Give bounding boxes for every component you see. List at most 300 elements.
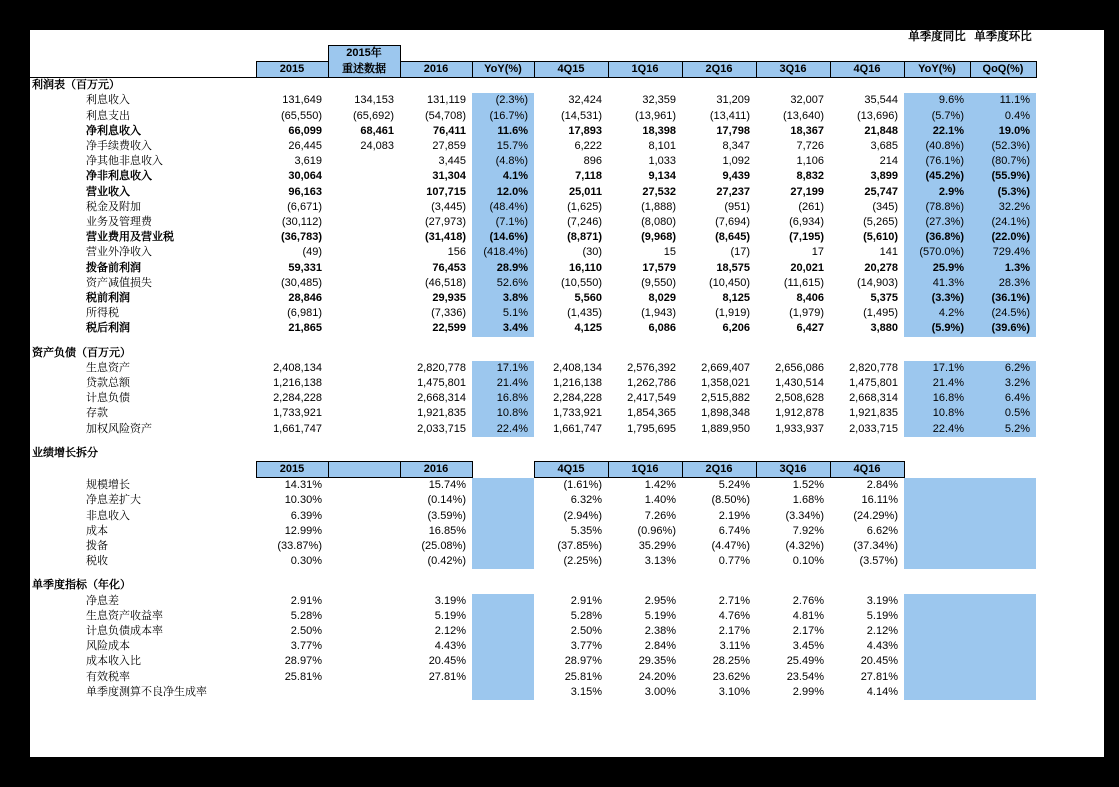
table-row xyxy=(30,670,1036,685)
empty-cell xyxy=(830,30,904,46)
col-header-4q16: 4Q16 xyxy=(830,61,904,77)
cell-4q15: 3.15% xyxy=(570,685,602,698)
table-row xyxy=(30,200,1036,215)
cell-qoq: (24.5%) xyxy=(970,306,1036,321)
section-title: 资产负债（百万元） xyxy=(32,346,131,359)
cell-qoq: 1.3% xyxy=(970,261,1036,276)
cell-2016: 2,668,314 xyxy=(417,392,466,405)
cell-4q15: 1,733,921 xyxy=(553,407,602,420)
cell-4q15: 2,284,228 xyxy=(553,392,602,405)
cell-2016: 20.45% xyxy=(428,655,466,668)
cell-2015: 28.97% xyxy=(284,655,322,668)
cell-2q16: 2.19% xyxy=(718,509,750,522)
cell-4q15: 17,893 xyxy=(568,124,602,137)
cell-yoy2 xyxy=(904,509,970,524)
row-label: 利息收入 xyxy=(86,94,130,107)
cell-2015-restated: (65,692) xyxy=(353,109,394,122)
table-row xyxy=(30,306,1036,321)
section-title-row xyxy=(30,346,1036,361)
empty-cell xyxy=(30,46,256,62)
cell-1q16: (13,961) xyxy=(635,109,676,122)
table-row xyxy=(30,422,1036,437)
cell-1q16: 1.40% xyxy=(644,494,676,507)
cell-2016: (27,973) xyxy=(425,215,466,228)
cell-2016: 15.74% xyxy=(428,479,466,492)
cell-4q16: (1,495) xyxy=(863,307,898,320)
row-label: 净非利息收入 xyxy=(86,170,152,183)
cell-yoy: (16.7%) xyxy=(472,109,534,124)
empty-cell xyxy=(970,46,1036,62)
cell-3q16: 7.92% xyxy=(792,524,824,537)
cell-2015-restated xyxy=(328,654,400,669)
cell-1q16: 27,532 xyxy=(642,185,676,198)
cell-2016: 131,119 xyxy=(427,94,466,107)
cell-yoy2 xyxy=(904,639,970,654)
cell-2015-restated xyxy=(328,406,400,421)
empty-cell xyxy=(682,46,756,62)
cell-yoy2: (5.7%) xyxy=(904,109,970,124)
cell-yoy xyxy=(472,478,534,494)
row-label: 生息资产收益率 xyxy=(86,609,163,622)
spacer-row xyxy=(30,337,1036,346)
cell-2q16: 8,125 xyxy=(722,291,750,304)
cell-yoy: 22.4% xyxy=(472,422,534,437)
cell-yoy2: 25.9% xyxy=(904,261,970,276)
cell-yoy2 xyxy=(904,478,970,494)
spacer-row xyxy=(30,569,1036,578)
empty-cell xyxy=(400,30,472,46)
cell-4q16: 1,921,835 xyxy=(849,407,898,420)
cell-4q15: 2,408,134 xyxy=(553,361,602,374)
row-label: 计息负债成本率 xyxy=(86,625,163,637)
empty-cell xyxy=(970,461,1036,477)
table-row xyxy=(30,124,1036,139)
cell-4q15: 6.32% xyxy=(570,494,602,507)
cell-4q15: (37.85%) xyxy=(557,539,602,552)
empty-cell xyxy=(30,30,256,46)
table-row xyxy=(30,391,1036,406)
cell-qoq: 5.2% xyxy=(970,422,1036,437)
cell-yoy: 3.4% xyxy=(472,321,534,336)
col-header-4q15: 4Q15 xyxy=(534,61,608,77)
cell-qoq: (52.3%) xyxy=(970,139,1036,154)
cell-1q16: 2,576,392 xyxy=(627,361,676,374)
cell-2016: 29,935 xyxy=(432,291,466,304)
empty-cell xyxy=(904,46,970,62)
col-header-yoy: YoY(%) xyxy=(472,61,534,77)
cell-4q16: (13,696) xyxy=(857,109,898,122)
cell-1q16: 1.42% xyxy=(644,479,676,492)
cell-4q16: (5,265) xyxy=(863,215,898,228)
cell-yoy2: 4.2% xyxy=(904,306,970,321)
row-label: 计息负债 xyxy=(86,392,130,405)
table-row xyxy=(30,291,1036,306)
cell-2016: (3,445) xyxy=(431,200,466,213)
cell-4q15: 32,424 xyxy=(568,94,602,107)
spacer xyxy=(30,569,1036,578)
empty-cell xyxy=(608,30,682,46)
cell-1q16: 17,579 xyxy=(642,261,676,274)
cell-yoy: 5.1% xyxy=(472,306,534,321)
cell-3q16: 1.68% xyxy=(792,494,824,507)
cell-yoy2: (5.9%) xyxy=(904,321,970,336)
cell-qoq: 729.4% xyxy=(970,245,1036,260)
cell-2016: 2,820,778 xyxy=(417,361,466,374)
cell-2015: 26,445 xyxy=(288,139,322,152)
cell-4q16: 4.43% xyxy=(866,640,898,653)
cell-2015: 28,846 xyxy=(288,291,322,304)
cell-2016: (31,418) xyxy=(425,231,466,244)
cell-4q15: 28.97% xyxy=(564,655,602,668)
cell-2016: 4.43% xyxy=(434,640,466,653)
cell-yoy2: (78.8%) xyxy=(904,200,970,215)
row-label: 生息资产 xyxy=(86,361,130,374)
cell-2q16: 27,237 xyxy=(716,185,750,198)
cell-3q16: 1,912,878 xyxy=(775,407,824,420)
empty-cell xyxy=(30,461,256,477)
cell-2015: (30,112) xyxy=(281,215,322,228)
cell-2q16: 23.62% xyxy=(712,670,750,683)
cell-4q16: 5,375 xyxy=(870,291,898,304)
cell-2015: 21,865 xyxy=(288,322,322,335)
cell-4q15: 16,110 xyxy=(568,261,602,274)
empty-cell xyxy=(608,46,682,62)
cell-2015: 131,649 xyxy=(282,94,322,107)
cell-2015: (49) xyxy=(302,246,322,259)
cell-yoy2: 17.1% xyxy=(904,361,970,376)
cell-yoy xyxy=(472,524,534,539)
cell-qoq: 11.1% xyxy=(970,93,1036,108)
cell-2015: (36,783) xyxy=(281,231,322,244)
empty-cell xyxy=(756,30,830,46)
cell-2016: 1,921,835 xyxy=(417,407,466,420)
cell-2015-restated xyxy=(328,639,400,654)
cell-3q16: 2.17% xyxy=(792,625,824,637)
cell-2016: 16.85% xyxy=(428,524,466,537)
cell-2q16: (7,694) xyxy=(715,215,750,228)
cell-2015-restated xyxy=(328,361,400,376)
empty-cell xyxy=(534,46,608,62)
cell-qoq: (80.7%) xyxy=(970,154,1036,169)
cell-1q16: (9,968) xyxy=(641,231,676,244)
cell-2015: (6,671) xyxy=(287,200,322,213)
table-row xyxy=(30,139,1036,154)
cell-2q16: 17,798 xyxy=(716,124,750,137)
table-row xyxy=(30,406,1036,421)
cell-2q16: 1,898,348 xyxy=(701,407,750,420)
cell-2015-restated xyxy=(328,321,400,336)
cell-4q15: (2.25%) xyxy=(563,555,602,568)
section-column-header-row xyxy=(30,461,1036,477)
cell-qoq: 0.5% xyxy=(970,406,1036,421)
section-title: 利润表（百万元） xyxy=(30,78,1036,94)
cell-2q16: 9,439 xyxy=(722,170,750,183)
cell-2015: 5.28% xyxy=(290,609,322,622)
cell-4q15: 3.77% xyxy=(570,640,602,653)
cell-2q16: 6.74% xyxy=(718,524,750,537)
cell-yoy2: 9.6% xyxy=(904,93,970,108)
col-header-2q16-growth: 2Q16 xyxy=(682,461,756,477)
cell-2016: 3.19% xyxy=(434,594,466,607)
cell-qoq: (24.1%) xyxy=(970,215,1036,230)
cell-2016: 5.19% xyxy=(434,609,466,622)
cell-1q16: 3.13% xyxy=(644,555,676,568)
cell-yoy2 xyxy=(904,609,970,624)
group-header-row xyxy=(30,30,1036,46)
col-header-2016-growth: 2016 xyxy=(400,461,472,477)
cell-2016: 76,411 xyxy=(432,124,466,137)
table-row xyxy=(30,524,1036,539)
cell-yoy xyxy=(472,493,534,508)
section-title-row xyxy=(30,78,1036,94)
cell-4q16: 35,544 xyxy=(864,94,898,107)
cell-2015-restated xyxy=(328,376,400,391)
row-label: 净利息收入 xyxy=(86,124,141,137)
cell-2q16: 2.71% xyxy=(718,594,750,607)
cell-qoq xyxy=(970,594,1036,609)
cell-2015: 2,408,134 xyxy=(273,361,322,374)
column-header-row xyxy=(30,61,1036,77)
cell-qoq xyxy=(970,670,1036,685)
empty-cell xyxy=(256,46,328,62)
cell-qoq: 32.2% xyxy=(970,200,1036,215)
table-row xyxy=(30,245,1036,260)
cell-yoy2 xyxy=(904,554,970,569)
col-header-qoq: QoQ(%) xyxy=(970,61,1036,77)
cell-4q16: 3,899 xyxy=(870,170,898,183)
cell-2016: 27,859 xyxy=(432,139,466,152)
cell-2015-restated xyxy=(328,261,400,276)
cell-4q16: 141 xyxy=(879,246,898,259)
empty-cell xyxy=(904,461,970,477)
cell-1q16: 3.00% xyxy=(644,685,676,698)
cell-3q16: 20,021 xyxy=(790,261,824,274)
cell-1q16: 32,359 xyxy=(642,94,676,107)
cell-3q16: 27,199 xyxy=(790,185,824,198)
cell-4q16: (24.29%) xyxy=(853,509,898,522)
empty-cell xyxy=(830,46,904,62)
cell-1q16: 1,854,365 xyxy=(627,407,676,420)
row-label: 单季度测算不良净生成率 xyxy=(86,685,207,698)
empty-cell xyxy=(328,30,400,46)
column-header-row-top xyxy=(30,46,1036,62)
cell-2015-restated xyxy=(328,391,400,406)
col-header-1q16-growth: 1Q16 xyxy=(608,461,682,477)
cell-2015-restated: 134,153 xyxy=(354,94,394,107)
cell-1q16: (1,888) xyxy=(641,200,676,213)
cell-3q16: (6,934) xyxy=(789,215,824,228)
cell-4q16: 1,475,801 xyxy=(849,376,898,389)
cell-qoq: 28.3% xyxy=(970,276,1036,291)
cell-4q16: 25,747 xyxy=(864,185,898,198)
cell-yoy xyxy=(472,594,534,609)
cell-3q16: 2,656,086 xyxy=(775,361,824,374)
table-row xyxy=(30,509,1036,524)
cell-yoy2 xyxy=(904,685,970,700)
spacer-row xyxy=(30,437,1036,446)
cell-qoq xyxy=(970,685,1036,700)
cell-2016: 2.12% xyxy=(434,625,466,637)
row-label: 拨备前利润 xyxy=(86,261,141,274)
cell-4q15: 2.91% xyxy=(570,594,602,607)
cell-qoq xyxy=(970,624,1036,639)
cell-4q15: 5,560 xyxy=(574,291,602,304)
cell-yoy2: (40.8%) xyxy=(904,139,970,154)
cell-3q16: (3.34%) xyxy=(785,509,824,522)
cell-3q16: 2,508,628 xyxy=(775,392,824,405)
section-title-row xyxy=(30,578,1036,593)
cell-4q16: (14,903) xyxy=(857,276,898,289)
cell-yoy2: 2.9% xyxy=(904,185,970,200)
cell-3q16: (7,195) xyxy=(789,231,824,244)
row-label: 利息支出 xyxy=(86,109,130,122)
cell-2015-restated xyxy=(328,200,400,215)
table-row xyxy=(30,594,1036,609)
cell-yoy: 10.8% xyxy=(472,406,534,421)
empty-cell xyxy=(472,461,534,477)
section-title: 业绩增长拆分 xyxy=(32,446,98,459)
cell-2q16: 18,575 xyxy=(716,261,750,274)
table-row xyxy=(30,654,1036,669)
cell-2q16: 1,889,950 xyxy=(701,422,750,435)
cell-2015-restated xyxy=(328,215,400,230)
cell-qoq xyxy=(970,539,1036,554)
cell-yoy2: (27.3%) xyxy=(904,215,970,230)
cell-3q16: 1.52% xyxy=(792,479,824,492)
cell-1q16: 2.38% xyxy=(644,625,676,637)
cell-yoy2: 10.8% xyxy=(904,406,970,421)
cell-2015: 3,619 xyxy=(294,155,322,168)
col-header-2015-restated-line2: 重述数据 xyxy=(328,61,400,77)
empty-cell xyxy=(472,30,534,46)
cell-yoy2: (45.2%) xyxy=(904,169,970,184)
cell-2015: (65,550) xyxy=(281,109,322,122)
table-row xyxy=(30,93,1036,108)
cell-1q16: 6,086 xyxy=(648,322,676,335)
cell-4q15: (1.61%) xyxy=(563,479,602,492)
table-row xyxy=(30,230,1036,245)
cell-2015-restated xyxy=(328,169,400,184)
cell-1q16: 29.35% xyxy=(638,655,676,668)
cell-3q16: (261) xyxy=(798,200,824,213)
cell-4q15: 4,125 xyxy=(574,322,602,335)
cell-2015: (33.87%) xyxy=(277,539,322,552)
cell-2015: 6.39% xyxy=(290,509,322,522)
cell-4q16: 2.84% xyxy=(866,479,898,492)
row-label: 资产减值损失 xyxy=(86,276,152,289)
table-row xyxy=(30,361,1036,376)
cell-4q15: 7,118 xyxy=(575,170,602,183)
cell-2015-restated xyxy=(328,594,400,609)
cell-4q15: 896 xyxy=(583,155,602,168)
table-row xyxy=(30,554,1036,569)
cell-1q16: (9,550) xyxy=(641,276,676,289)
cell-4q15: 1,216,138 xyxy=(553,376,602,389)
cell-yoy2 xyxy=(904,654,970,669)
col-header-blank-growth xyxy=(328,461,400,477)
cell-qoq xyxy=(970,639,1036,654)
cell-2015: 59,331 xyxy=(288,261,322,274)
cell-4q15: (1,625) xyxy=(567,200,602,213)
cell-2015-restated: 24,083 xyxy=(360,139,394,152)
cell-3q16: 32,007 xyxy=(790,94,824,107)
cell-4q16: 6.62% xyxy=(866,524,898,537)
empty-cell xyxy=(256,30,328,46)
cell-4q16: 2,668,314 xyxy=(849,392,898,405)
group-header-yoy: 单季度同比 xyxy=(908,31,966,44)
cell-qoq: 19.0% xyxy=(970,124,1036,139)
cell-2016: 2,033,715 xyxy=(417,422,466,435)
cell-yoy2 xyxy=(904,624,970,639)
row-label: 有效税率 xyxy=(86,670,130,683)
cell-yoy2: 16.8% xyxy=(904,391,970,406)
empty-cell xyxy=(30,61,256,77)
empty-cell xyxy=(534,30,608,46)
cell-yoy xyxy=(472,639,534,654)
cell-4q15: (8,871) xyxy=(567,231,602,244)
cell-2015-restated xyxy=(328,276,400,291)
cell-qoq: (39.6%) xyxy=(970,321,1036,336)
table-row xyxy=(30,639,1036,654)
cell-yoy2: (3.3%) xyxy=(904,291,970,306)
cell-yoy xyxy=(472,685,534,700)
cell-2015: 30,064 xyxy=(288,170,322,183)
cell-3q16: 6,427 xyxy=(796,322,824,335)
cell-qoq: (22.0%) xyxy=(970,230,1036,245)
spacer xyxy=(30,437,1036,446)
cell-4q16: 20.45% xyxy=(860,655,898,668)
row-label: 所得税 xyxy=(86,307,119,320)
cell-2q16: 4.76% xyxy=(718,609,750,622)
cell-3q16: 2.76% xyxy=(792,594,824,607)
table-row xyxy=(30,321,1036,336)
cell-2016: (0.14%) xyxy=(427,494,466,507)
cell-3q16: 18,367 xyxy=(790,124,824,137)
cell-yoy2: (76.1%) xyxy=(904,154,970,169)
cell-2015-restated xyxy=(328,624,400,639)
cell-2015: (30,485) xyxy=(281,276,322,289)
cell-3q16: 17 xyxy=(811,246,824,259)
col-header-4q15-growth: 4Q15 xyxy=(534,461,608,477)
section-title: 单季度指标（年化） xyxy=(32,579,131,592)
cell-2015: 10.30% xyxy=(284,494,322,507)
cell-yoy: (7.1%) xyxy=(472,215,534,230)
cell-2015-restated xyxy=(328,306,400,321)
cell-3q16: 0.10% xyxy=(792,555,824,568)
cell-2015: 0.30% xyxy=(290,555,322,568)
cell-yoy: 21.4% xyxy=(472,376,534,391)
cell-2016: 156 xyxy=(447,246,466,259)
row-label: 规模增长 xyxy=(86,479,130,492)
table-row xyxy=(30,685,1036,700)
cell-3q16: 1,106 xyxy=(796,155,824,168)
col-header-2q16: 2Q16 xyxy=(682,61,756,77)
cell-1q16: 1,795,695 xyxy=(627,422,676,435)
cell-2q16: 2.17% xyxy=(718,625,750,637)
cell-1q16: 18,398 xyxy=(642,124,676,137)
cell-2q16: 2,515,882 xyxy=(701,392,750,405)
cell-yoy xyxy=(472,509,534,524)
row-label: 存款 xyxy=(86,407,108,420)
row-label: 税后利润 xyxy=(86,322,130,335)
table-row xyxy=(30,539,1036,554)
cell-2015-restated xyxy=(328,245,400,260)
table-row xyxy=(30,169,1036,184)
cell-4q16: 214 xyxy=(879,155,898,168)
cell-qoq: (55.9%) xyxy=(970,169,1036,184)
cell-1q16: 9,134 xyxy=(648,170,676,183)
cell-yoy: 3.8% xyxy=(472,291,534,306)
